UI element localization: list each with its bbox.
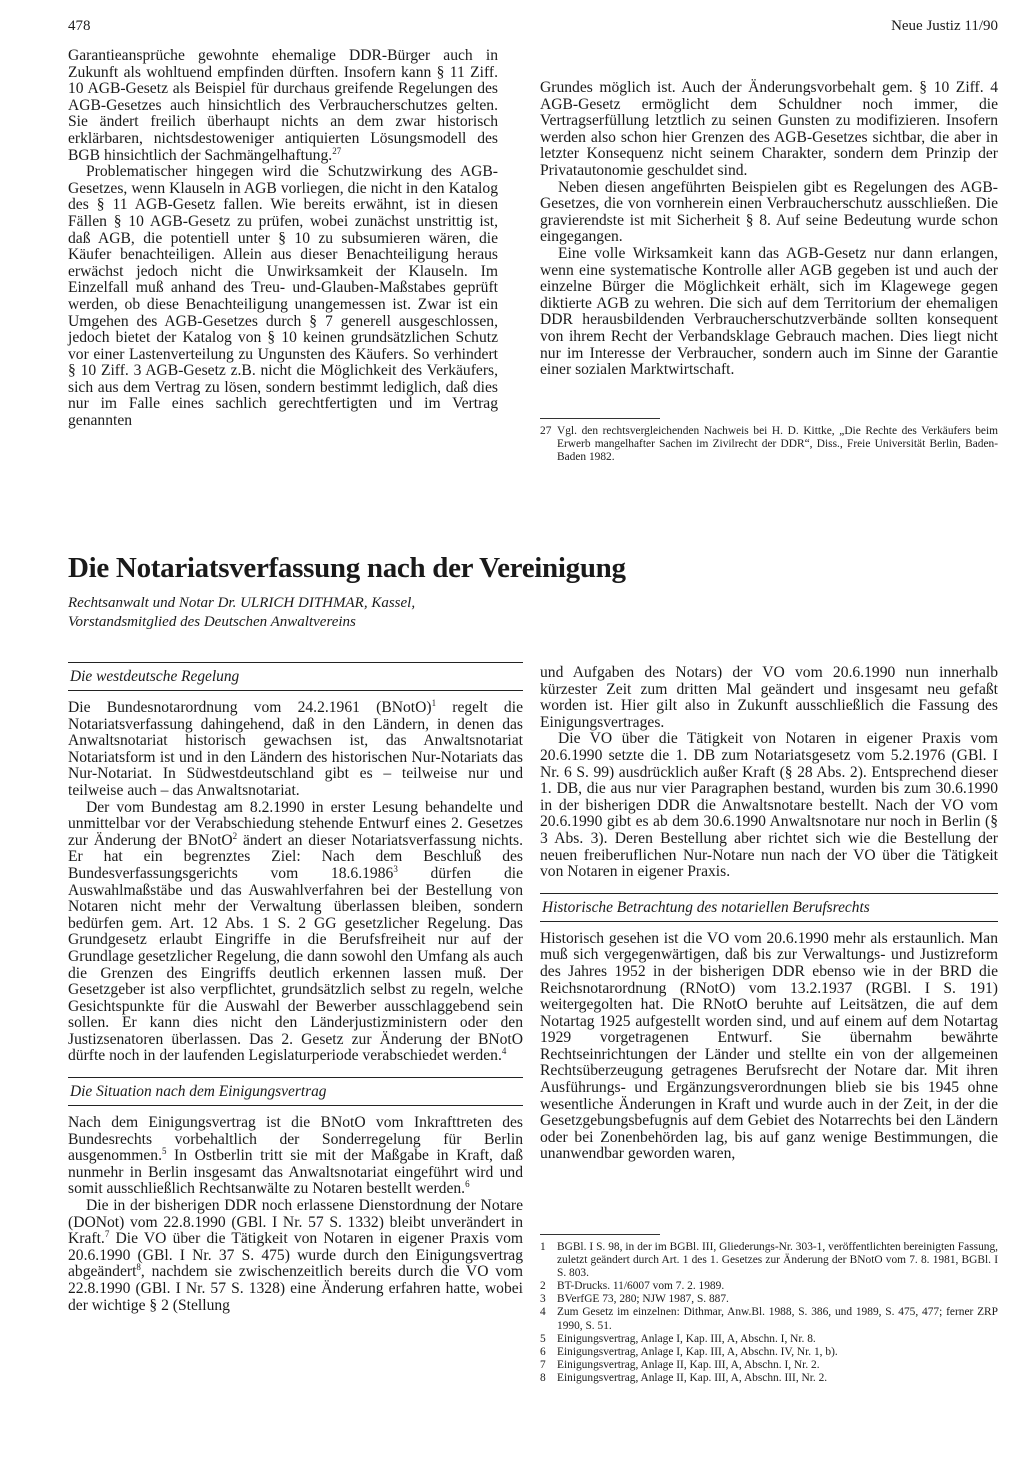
footnote: 8 Einigungsvertrag, Anlage II, Kap. III, A, Abschn. III, Nr. 2. — [540, 1371, 828, 1384]
footnote — [540, 425, 998, 464]
footnote: 7 Einigungsvertrag, Anlage II, Kap. III, A, Abschn. I, Nr. 2. — [540, 1358, 820, 1371]
footnote-ref: 3 — [393, 863, 398, 874]
footnote: 2 BT-Drucks. 11/6007 vom 7. 2. 1989. — [540, 1280, 725, 1293]
footnote-ref: 1 — [431, 697, 437, 708]
article-author — [68, 594, 415, 632]
footnote-ref: 4 — [501, 1046, 507, 1057]
footnote: 3 BVerfGE 73, 280; NJW 1987, S. 887. — [540, 1293, 729, 1306]
paragraph: und Aufgaben des Notars) der VO vom 20.6.1990 nun innerhalb kürzester Zeit zum dritten Mal geändert und insgesamt neu gefaßt worden ist. Hier gilt also in Zukunft ausschließlich die Fassung des Einigungsvertrages. — [540, 664, 998, 731]
section-heading-historische-betrachtung: Historische Betrachtung des notariellen Berufsrechts — [540, 893, 998, 922]
footnote-ref: 27 — [332, 145, 342, 156]
footnote-rule — [540, 1234, 660, 1235]
footnote-number: 27 — [540, 425, 552, 437]
footnotes — [540, 1234, 998, 1385]
footnote: 4 Zum Gesetz im einzelnen: Dithmar, Anw.Bl. 1988, S. 386, und 1989, S. 475, 477; ferner ZRP 1990, S. 51. — [540, 1306, 998, 1332]
paragraph: Die in der bisherigen DDR noch erlassene Dienstordnung der Notare (DONot) vom 22.8.1990 (GBl. I Nr. 57 S. 1332) bleibt unverändert in Kraft.$^7$ Die VO über die Tätigkeit von Notaren in eigener Praxis vom 20.6.1990 (GBl. I Nr. 37 S. 475) wurde durch den Einigungsvertrag abgeändert$^8$, nachdem sie zwischenzeitlich bereits durch die VO vom 22.8.1990 (GBl. I Nr. 57 S. 1328) eine Änderung erfahren hatte, wobei der wichtige § 2 (Stellung — [68, 1197, 523, 1314]
article-title: Die Notariatsverfassung nach der Vereinigung — [68, 552, 626, 584]
section-heading-situation: Die Situation nach dem Einigungsvertrag — [68, 1077, 523, 1106]
paragraph: Die Bundesnotarordnung vom 24.2.1961 (BNotO)$^1$ regelt die Notariatsverfassung dahingehend, daß in den Ländern, in denen das Anwaltsnotariat historisch gewachsen ist, das Anwaltsnotariat Notariatsform ist und in den Ländern des historischen Nur-Notariats das Nur-Notariat. In Südwestdeutschland gibt es – teilweise nur und teilweise auch – das Anwaltsnotariat. — [68, 697, 523, 799]
page-number: 478 — [68, 18, 91, 34]
paragraph: Historisch gesehen ist die VO vom 20.6.1990 mehr als erstaunlich. Man muß sich vergegenwärtigen, daß bis zur Verwaltungs- und Justizreform des Jahres 1952 in der bisherigen DDR ebenso wie in der BRD die Reichsnotarordnung (RNotO) vom 13.2.1937 (RGBl. I S. 191) weitergegolten hat. Die RNotO beruhte auf Leitsätzen, die auf dem Notartag 1925 aufgestellt worden sind, und auf einem auf dem Notartag 1929 vorgetragenen Entwurf. Sie übernahm bewährte Rechtseinrichtungen der Länder und stellte ein von der allgemeinen Rechtsüberzeugung getragenes Berufsrecht der Notare dar. Mit ihren Ausführungs- und Ergänzungsverordnungen blieb sie bis 1945 ohne wesentliche Änderungen in Kraft und wurde auch in der Zeit, in der die Gesetzgebungsbefugnis auf dem Gebiet des Notarrechts bei den Ländern oder bei Zonenbehörden lag, bis auf ganz wenige Bestimmungen, die unanwendbar geworden waren, — [540, 929, 998, 1163]
article-right-column — [540, 665, 998, 1163]
footnote-ref: 7 — [104, 1229, 110, 1240]
footnote: 1 BGBl. I S. 98, in der im BGBl. III, Gliederungs-Nr. 303-1, veröffentlichten bereinigten Fassung, zuletzt geändert durch Art. 1 des 1. Gesetzes zur Änderung der BNotO vom 7. 8. 1981, BGBl. I S. 803. — [540, 1241, 998, 1280]
footnote-27 — [540, 418, 998, 464]
paragraph: Der vom Bundestag am 8.2.1990 in erster Lesung behandelte und unmittelbar vor der Verabschiedung stehende Entwurf eines 2. Gesetzes zur Änderung der BNotO$^2$ ändert an dieser Notariatsverfassung nichts. Er hat ein begrenztes Ziel: Nach dem Beschluß des Bundesverfassungsgerichts vom 18.6.1986$^3$ dürfen die Auswahlmaßstäbe und das Auswahlverfahren bei der Bestellung von Notaren nicht mehr der Verwaltung überlassen bleiben, sondern bedürfen gem. Art. 12 Abs. 1 S. 2 GG gesetzlicher Regelung. Das Grundgesetz erlaubt Eingriffe in die Berufsfreiheit nur auf der Grundlage gesetzlicher Regelung, die dann sowohl den Umfang als auch die Grenzen des Eingriffs deutlich erkennen lassen muß. Der Gesetzgeber ist also verpflichtet, grundsätzlich selbst zu regeln, welche Gesichtspunkte für die Auswahl der Bewerber ausschlaggebend sein sollen. Er kann dies nicht den Länderjustizministern oder den Justizsenatoren überlassen. Das 2. Gesetz zur Änderung der BNotO dürfte noch in der laufenden Legislaturperiode verabschiedet werden.$^4$ — [68, 798, 523, 1065]
author-affiliation: Vorstandsmitglied des Deutschen Anwaltvereins — [68, 614, 356, 630]
top-left-column — [68, 48, 498, 430]
top-right-column — [540, 80, 998, 379]
author-line: Rechtsanwalt und Notar Dr. ULRICH DITHMAR, Kassel, — [68, 595, 416, 611]
footnote-ref: 6 — [465, 1179, 470, 1190]
footnote-ref: 2 — [232, 830, 238, 841]
paragraph: Nach dem Einigungsvertrag ist die BNotO vom Inkrafttreten des Bundesrechts vorbehaltlich der Sonderregelung für Berlin ausgenommen.$^5$ In Ostberlin tritt sie mit der Maßgabe in Kraft, daß nunmehr in Berlin insgesamt das Anwaltsnotariat eingeführt wird und somit ausschließlich Rechtsanwälte zu Notaren bestellt werden.$^6$ — [68, 1114, 523, 1198]
paragraph: Neben diesen angeführten Beispielen gibt es Regelungen des AGB-Gesetzes, die von vornherein einen Verbraucherschutz ausschließen. Die gravierendste ist mit Sicherheit § 8. Auf seine Bedeutung wurde schon eingegangen. — [540, 178, 998, 246]
footnote-ref: 5 — [161, 1146, 167, 1157]
paragraph: Problematischer hingegen wird die Schutzwirkung des AGB-Gesetzes, wenn Klauseln in AGB vorliegen, die nicht in den Katalog des § 11 AGB-Gesetz fallen. Wie bereits erwähnt, ist in diesen Fällen § 10 AGB-Gesetz zu prüfen, wobei zunächst unstrittig ist, daß AGB, die potentiell unter § 10 zu subsumieren wären, die Käufer benachteiligen. Allein aus dieser Benachteiligung heraus erwächst jedoch nicht die Unwirksamkeit der Klauseln. Im Einzelfall muß anhand des Treu- und-Glauben-Maßstabes geprüft werden, ob diese Benachteiligung unangemessen ist. Zwar ist ein Umgehen des AGB-Gesetzes durch § 7 generell ausgeschlossen, jedoch bietet der Katalog von § 10 keinen grundsätzlichen Schutz vor einer Lastenverteilung zu Ungunsten des Käufers. So verhindert § 10 Ziff. 3 AGB-Gesetz z.B. nicht die Möglichkeit des Verkäufers, sich aus dem Vertrag zu lösen, sondern bestimmt lediglich, daß dies nur im Falle eines sachlich gerechtfertigten und im Vertrag genannten — [68, 163, 498, 430]
paragraph: Grundes möglich ist. Auch der Änderungsvorbehalt gem. § 10 Ziff. 4 AGB-Gesetz ermöglicht dem Schuldner noch immer, die Vertragserfüllung letztlich zu seinen Gunsten zu modifizieren. Insofern werden also schon hier Grenzen des AGB-Gesetzes sichtbar, die aber in letzter Konsequenz nicht seinem Charakter, sondern dem Prinzip der Privatautonomie geschuldet sind. — [540, 79, 998, 179]
footnote-rule — [540, 418, 660, 419]
article-left-column — [68, 662, 523, 1314]
footnote: 6 Einigungsvertrag, Anlage I, Kap. III, A, Abschn. IV, Nr. 1, b). — [540, 1345, 838, 1358]
footnote-ref: 8 — [136, 1262, 141, 1273]
paragraph: Eine volle Wirksamkeit kann das AGB-Gesetz nur dann erlangen, wenn eine systematische Kontrolle aller AGB gegeben ist und auch der einzelne Bürger die Möglichkeit erhält, sich im Klagewege gegen diktierte AGB zu wehren. Die sich auf dem Territorium der ehemaligen DDR herausbildenden Verbraucherschutzverbände sollten konsequent von ihrem Recht der Verbandsklage Gebrauch machen. Dies liegt nicht nur im Interesse der Verbraucher, sondern auch im Sinne der Garantie einer sozialen Marktwirtschaft. — [540, 244, 998, 379]
section-heading-westdeutsche-regelung: Die westdeutsche Regelung — [68, 662, 523, 691]
paragraph: Garantieansprüche gewohnte ehemalige DDR-Bürger auch in Zukunft als wohltuend empfinden dürften. Insofern kann § 11 Ziff. 10 AGB-Gesetz als Beispiel für durchaus greifende Regelungen des AGB-Gesetzes auch hinsichtlich des Verbraucherschutzes gelten. Sie ändert freilich überhaupt nichts an dem zwar historisch erklärbaren, nichtsdestoweniger antiquierten Lösungsmodell des BGB hinsichtlich der Sachmängelhaftung.$^{27}$ — [68, 47, 498, 164]
journal-issue: Neue Justiz 11/90 — [891, 18, 998, 34]
paragraph: Die VO über die Tätigkeit von Notaren in eigener Praxis vom 20.6.1990 setzte die 1. DB zum Notariatsgesetz vom 5.2.1976 (GBl. I Nr. 6 S. 99) ausdrücklich außer Kraft (§ 28 Abs. 2). Entsprechend dieser 1. DB, die aus nur vier Paragraphen bestand, wurden bis zum 30.6.1990 in der bisherigen DDR die Anwaltsnotare bestellt. Nach der VO vom 20.6.1990 gibt es ab dem 30.6.1990 Anwaltsnotare nur noch in Berlin (§ 3 Abs. 3). Deren Bestellung aber richtet sich wie die Bestellung der neuen freiberuflichen Nur-Notare nun nach der VO über die Tätigkeit von Notaren in eigener Praxis. — [540, 730, 998, 881]
footnote-text: Vgl. den rechtsvergleichenden Nachweis bei H. D. Kittke, „Die Rechte des Verkäufers beim Erwerb mangelhafter Sachen im Zivilrecht der DDR“, Diss., Freie Universität Berlin, Baden-Baden 1982. — [557, 425, 998, 464]
footnote: 5 Einigungsvertrag, Anlage I, Kap. III, A, Abschn. I, Nr. 8. — [540, 1332, 816, 1345]
